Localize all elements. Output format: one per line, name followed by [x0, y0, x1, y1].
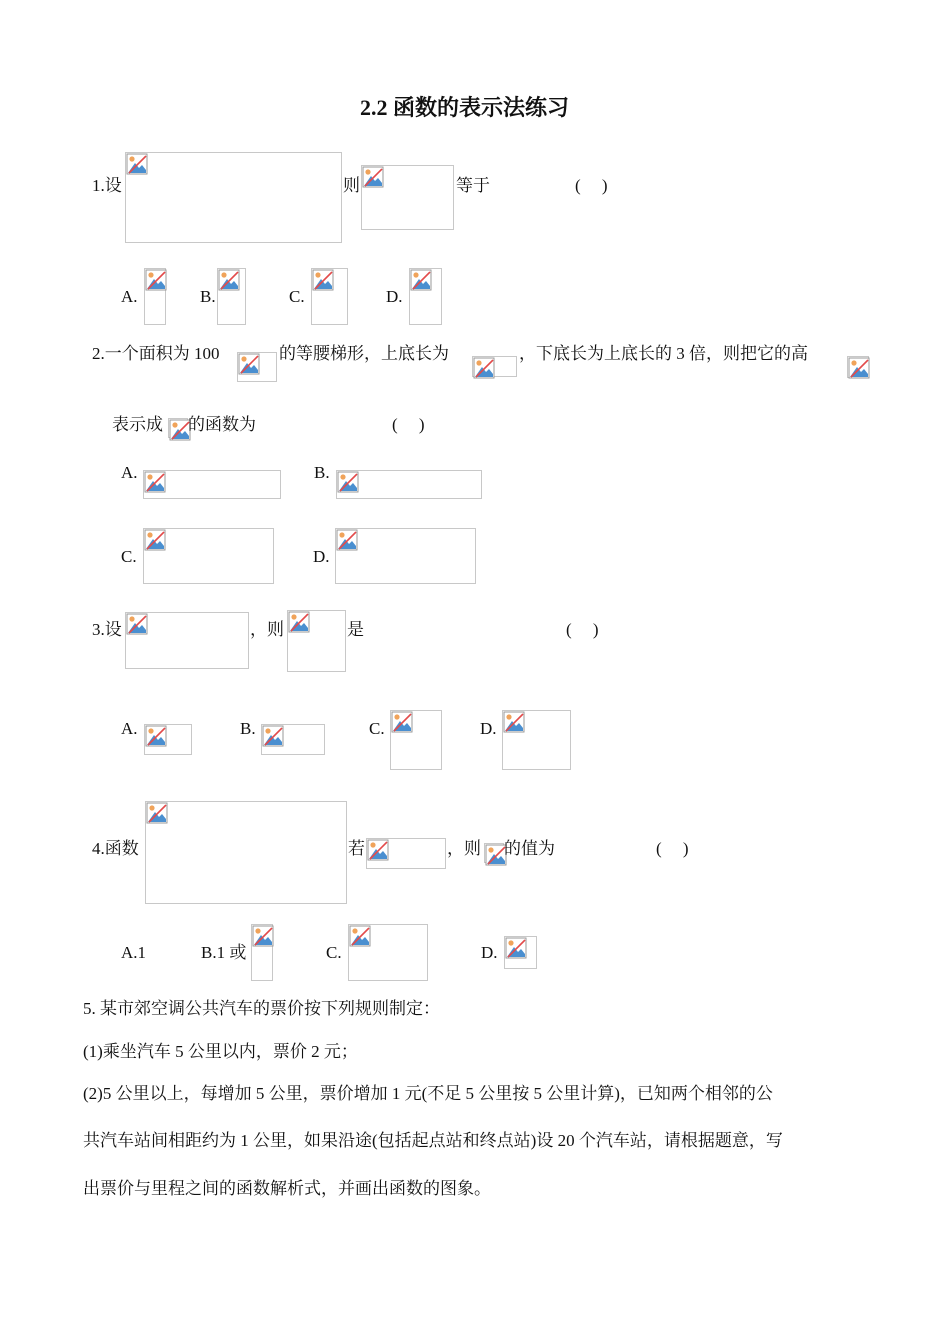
q1-suffix: 等于 — [456, 176, 490, 195]
option-image — [311, 268, 348, 325]
answer-paren: ( ) — [392, 415, 425, 434]
formula-image — [484, 843, 504, 863]
option-image — [251, 924, 273, 981]
broken-image-icon — [503, 711, 525, 733]
option-label: D. — [480, 719, 497, 738]
q4-suffix: 的值为 — [504, 839, 555, 858]
option-image — [261, 724, 325, 755]
option-label: D. — [481, 943, 498, 962]
q5-line: 5. 某市郊空调公共汽车的票价按下列规则制定： — [83, 999, 440, 1018]
answer-paren: ( ) — [656, 839, 689, 858]
broken-image-icon — [473, 357, 495, 379]
formula-image — [237, 352, 277, 382]
option-label: A. — [121, 287, 138, 306]
option-label: C. — [326, 943, 342, 962]
option-label: D. — [313, 547, 330, 566]
option-image — [336, 470, 482, 499]
broken-image-icon — [218, 269, 240, 291]
broken-image-icon — [145, 725, 167, 747]
option-image — [502, 710, 571, 770]
option-image — [504, 936, 537, 969]
broken-image-icon — [145, 269, 167, 291]
formula-image — [472, 356, 517, 377]
broken-image-icon — [848, 357, 870, 379]
q2-part1: 的等腰梯形，上底长为 — [279, 344, 449, 363]
broken-image-icon — [391, 711, 413, 733]
broken-image-icon — [262, 725, 284, 747]
broken-image-icon — [362, 166, 384, 188]
broken-image-icon — [367, 839, 389, 861]
option-image — [143, 528, 274, 584]
broken-image-icon — [144, 471, 166, 493]
option-label: C. — [369, 719, 385, 738]
broken-image-icon — [126, 613, 148, 635]
broken-image-icon — [349, 925, 371, 947]
q3-prefix: 3.设 — [92, 620, 122, 639]
option-label: B. — [240, 719, 256, 738]
formula-image — [361, 165, 454, 230]
q2-part2: ，下底长为上底长的 3 倍，则把它的高 — [519, 344, 808, 363]
broken-image-icon — [288, 611, 310, 633]
q5-line: 出票价与里程之间的函数解析式，并画出函数的图象。 — [83, 1179, 491, 1198]
q2-line2-prefix: 表示成 — [112, 415, 163, 434]
option-image — [409, 268, 442, 325]
formula-image — [125, 152, 342, 243]
broken-image-icon — [126, 153, 148, 175]
q5-line: 共汽车站间相距约为 1 公里，如果沿途(包括起点站和终点站)设 20 个汽车站，请根据题意，写 — [83, 1131, 783, 1150]
formula-image — [847, 356, 869, 378]
broken-image-icon — [144, 529, 166, 551]
q5-line: (2)5 公里以上，每增加 5 公里，票价增加 1 元(不足 5 公里按 5 公里计算)，已知两个相邻的公 — [83, 1084, 773, 1103]
broken-image-icon — [312, 269, 334, 291]
broken-image-icon — [238, 353, 260, 375]
option-label: A. — [121, 463, 138, 482]
q3-mid: ，则 — [250, 620, 284, 639]
option-image — [217, 268, 246, 325]
q3-suffix: 是 — [347, 620, 364, 639]
option-label: C. — [289, 287, 305, 306]
option-label: A.1 — [121, 943, 147, 962]
option-label: B. — [200, 287, 216, 306]
broken-image-icon — [146, 802, 168, 824]
formula-image — [168, 418, 188, 438]
q1-mid: 则 — [343, 176, 360, 195]
option-label: D. — [386, 287, 403, 306]
q4-prefix: 4.函数 — [92, 839, 139, 858]
q4-mid2: ，则 — [447, 839, 481, 858]
option-image — [390, 710, 442, 770]
page-title: 2.2 函数的表示法练习 — [360, 95, 570, 120]
broken-image-icon — [252, 925, 274, 947]
formula-image — [366, 838, 446, 869]
answer-paren: ( ) — [575, 176, 608, 195]
option-label: A. — [121, 719, 138, 738]
option-image — [348, 924, 428, 981]
formula-image — [145, 801, 347, 904]
option-label: C. — [121, 547, 137, 566]
q5-line: (1)乘坐汽车 5 公里以内，票价 2 元； — [83, 1042, 358, 1061]
option-image — [335, 528, 476, 584]
q2-prefix: 2.一个面积为 100 — [92, 344, 220, 363]
option-image — [143, 470, 281, 499]
q2-line2-suffix: 的函数为 — [188, 415, 256, 434]
broken-image-icon — [337, 471, 359, 493]
broken-image-icon — [410, 269, 432, 291]
option-image — [144, 724, 192, 755]
formula-image — [125, 612, 249, 669]
broken-image-icon — [505, 937, 527, 959]
q4-mid: 若 — [348, 839, 365, 858]
option-image — [144, 268, 166, 325]
broken-image-icon — [336, 529, 358, 551]
q1-prefix: 1.设 — [92, 176, 122, 195]
option-label: B. — [314, 463, 330, 482]
formula-image — [287, 610, 346, 672]
option-label: B.1 或 — [201, 943, 247, 962]
answer-paren: ( ) — [566, 620, 599, 639]
